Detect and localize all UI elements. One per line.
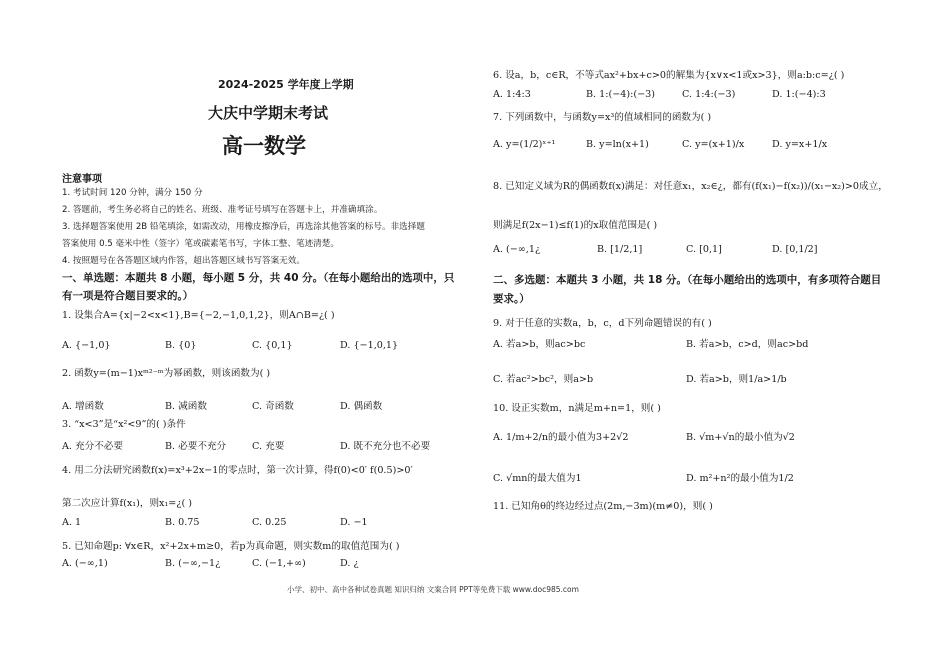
question-8-option-b: B. [1/2,1] [597,244,643,255]
question-10-option-d: D. m²+n²的最小值为1/2 [686,473,794,484]
question-10-option-c: C. √mn的最大值为1 [493,473,582,484]
question-5-option-c: C. (−1,+∞) [252,558,306,569]
question-1-option-b: B. {0} [165,340,197,351]
note-item: 4. 按照题号在各答题区域内作答，超出答题区域书写答案无效。 [62,256,305,266]
question-4-option-c: C. 0.25 [252,517,287,528]
question-6-option-d: D. 1:(−4):3 [772,89,826,100]
question-2-stem: 2. 函数y=(m−1)xᵐ²⁻ᵐ为幂函数，则该函数为( ) [62,368,271,379]
note-item: 2. 答题前，考生务必将自己的姓名、班级、准考证号填写在答题卡上，并准确填涂。 [62,205,383,215]
question-7-option-a: A. y=(1/2)ˣ⁺¹ [493,139,556,150]
question-3-option-b: B. 必要不充分 [165,441,227,452]
question-6-option-a: A. 1:4:3 [493,89,531,100]
question-5-option-a: A. (−∞,1) [62,558,108,569]
question-8-option-d: D. [0,1/2] [772,244,818,255]
question-1-option-d: D. {−1,0,1} [340,340,399,351]
question-2-option-a: A. 增函数 [62,401,104,412]
question-4-stem: 4. 用二分法研究函数f(x)=x³+2x−1的零点时，第一次计算，得f(0)<0′ f(0.5)>0′ [62,465,413,476]
note-item: 3. 选择题答案使用 2B 铅笔填涂，如需改动，用橡皮擦净后，再选涂其他答案的标号。非选择题 [62,222,425,232]
question-6-option-b: B. 1:(−4):(−3) [586,89,655,100]
question-2-option-d: D. 偶函数 [340,401,383,412]
question-4-option-b: B. 0.75 [165,517,200,528]
question-10-option-a: A. 1/m+2/n的最小值为3+2√2 [493,432,629,443]
question-6-stem: 6. 设a，b，c∈R，不等式ax²+bx+c>0的解集为{x∨x<1或x>3}，则a:b:c=¿( ) [493,70,845,81]
section2-heading-line1: 二、多选题：本题共 3 小题，共 18 分。（在每小题给出的选项中，有多项符合题目 [493,274,882,286]
question-7-option-c: C. y=(x+1)/x [682,139,745,150]
question-10-stem: 10. 设正实数m，n满足m+n=1，则( ) [493,403,661,414]
notes-title: 注意事项 [62,174,102,185]
section1-heading-line2: 有一项是符合题目要求的。） [62,290,194,302]
question-4-option-a: A. 1 [62,517,82,528]
question-7-stem: 7. 下列函数中，与函数y=x³的值域相同的函数为( ) [493,112,712,123]
question-6-option-c: C. 1:4:(−3) [682,89,736,100]
question-2-option-b: B. 减函数 [165,401,207,412]
exam-subject: 高一数学 [222,134,306,158]
question-5-stem: 5. 已知命题p: ∀x∈R，x²+2x+m≥0，若p为真命题，则实数m的取值范围为( ) [62,541,400,552]
exam-year: 2024-2025 学年度上学期 [218,78,354,91]
question-3-option-d: D. 既不充分也不必要 [340,441,431,452]
question-8-option-a: A. (−∞,1¿ [493,244,541,255]
section2-heading-line2: 要求。） [493,293,530,305]
question-7-option-b: B. y=ln(x+1) [586,139,649,150]
question-4-stem-cont: 第二次应计算f(x₁)，则x₁=¿( ) [62,498,193,509]
question-3-option-c: C. 充要 [252,441,285,452]
question-8-stem-cont: 则满足f(2x−1)≤f(1)的x取值范围是( ) [493,220,658,231]
question-4-option-d: D. −1 [340,517,368,528]
section1-heading-line1: 一、单选题：本题共 8 小题，每小题 5 分，共 40 分。（在每小题给出的选项中，只 [62,272,455,284]
question-9-option-c: C. 若ac²>bc²，则a>b [493,374,594,385]
note-item: 答案使用 0.5 毫米中性（签字）笔或碳素笔书写，字体工整、笔迹清楚。 [62,239,339,249]
question-3-option-a: A. 充分不必要 [62,441,123,452]
footer-text: 小学、初中、高中各种试卷真题 知识归纳 文案合同 PPT等免费下载 www.doc985.com [287,585,579,594]
question-8-option-c: C. [0,1] [686,244,722,255]
exam-school: 大庆中学期末考试 [208,104,329,122]
question-1-option-a: A. {−1,0} [62,340,111,351]
question-10-option-b: B. √m+√n的最小值为√2 [686,432,795,443]
question-9-option-a: A. 若a>b，则ac>bc [493,339,586,350]
question-3-stem: 3. “x<3”是“x²<9”的( )条件 [62,419,186,430]
question-5-option-b: B. (−∞,−1¿ [165,558,221,569]
question-11-stem: 11. 已知角θ的终边经过点(2m,−3m)(m≠0)，则( ) [493,501,713,512]
question-9-option-d: D. 若a>b，则1/a>1/b [686,374,787,385]
question-9-stem: 9. 对于任意的实数a，b，c，d下列命题错误的有( ) [493,318,712,329]
question-1-option-c: C. {0,1} [252,340,293,351]
note-item: 1. 考试时间 120 分钟，满分 150 分 [62,188,203,198]
question-5-option-d: D. ¿ [340,558,359,569]
question-1-stem: 1. 设集合A={x|−2<x<1},B={−2,−1,0,1,2}，则A∩B=¿( ) [62,310,335,321]
question-8-stem: 8. 已知定义域为R的偶函数f(x)满足：对任意x₁，x₂∈¿，都有(f(x₁)−f(x₂))/(x₁−x₂)>0成立， [493,181,888,192]
question-7-option-d: D. y=x+1/x [772,139,828,150]
question-2-option-c: C. 奇函数 [252,401,294,412]
question-9-option-b: B. 若a>b，c>d，则ac>bd [686,339,809,350]
